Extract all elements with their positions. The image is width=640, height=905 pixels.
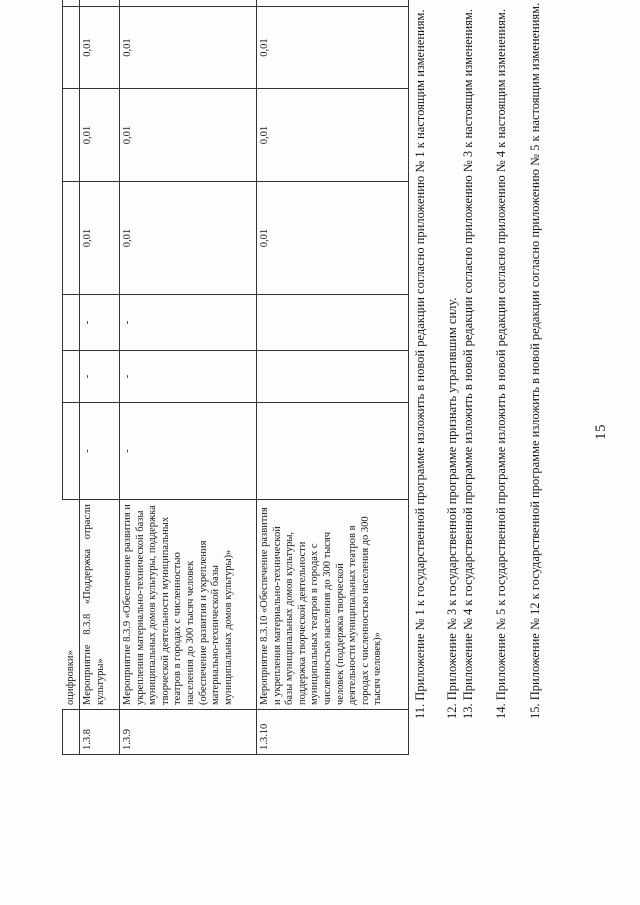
paragraph-11: 11. Приложение № 1 к государственной программе изложить в новой редакции согласно приложению № 1 к настоящим изменениям. <box>413 9 427 719</box>
row-title: Мероприятие 8.3.9 «Обеспечение развития и укрепления материально-технической базы муниципальных домов культуры, поддержка творческой деятельности муниципальных театров в городах с численностью населения до 300 тысяч человек (обеспечение развития и укрепления материально-технической базы муниципальных домов культуры)» <box>120 500 257 710</box>
paragraph-14: 14. Приложение № 5 к государственной программе изложить в новой редакции согласно приложению № 4 к настоящим изменениям. <box>494 9 508 719</box>
row-title: Мероприятие 8.3.8 «Поддержка отрасли культуры» <box>80 500 120 710</box>
row-value: - <box>80 295 120 351</box>
paragraph-12: 12. Приложение № 3 к государственной программе признать утратившим силу. <box>445 297 459 719</box>
table-cell-continuation: оцифровки» <box>63 500 80 710</box>
row-value <box>120 0 257 7</box>
row-value <box>80 0 120 7</box>
table-cell <box>63 710 80 755</box>
table-cell <box>63 0 80 7</box>
row-value <box>257 403 409 500</box>
table-cell <box>63 403 80 500</box>
paragraph-15: 15. Приложение № 12 к государственной программе изложить в новой редакции согласно приложению № 5 к настоящим изменениям. <box>528 2 542 719</box>
table-cell <box>63 351 80 403</box>
row-value: 0,01 <box>120 7 257 89</box>
row-value: 0,01 <box>120 182 257 295</box>
row-value: 0,01 <box>257 182 409 295</box>
program-table <box>62 0 409 755</box>
row-value: 0,01 <box>80 89 120 182</box>
row-value <box>257 351 409 403</box>
paragraph-13: 13. Приложение № 4 к государственной программе изложить в новой редакции согласно приложению № 3 к настоящим изменениям. <box>461 9 475 719</box>
row-code: 1.3.9 <box>120 710 257 755</box>
row-value: - <box>120 351 257 403</box>
table-cell <box>63 182 80 295</box>
table-row <box>120 0 257 755</box>
table-cell <box>63 295 80 351</box>
row-value: 0,01 <box>80 182 120 295</box>
table-row <box>257 0 409 755</box>
row-value <box>257 0 409 7</box>
row-value: 0,01 <box>80 7 120 89</box>
row-value: - <box>80 403 120 500</box>
row-code: 1.3.10 <box>257 710 409 755</box>
row-value: - <box>80 351 120 403</box>
row-value: 0,01 <box>120 89 257 182</box>
row-code: 1.3.8 <box>80 710 120 755</box>
row-title: Мероприятие 8.3.10 «Обеспечение развития и укрепления материально-технической базы муниципальных домов культуры, поддержка творческой деятельности муниципальных театров в городах с численностью населения до 300 тысяч человек (поддержка творческой деятельности муниципальных театров в городах с численностью населения до 300 тысяч человек)» <box>257 500 409 710</box>
row-value: - <box>120 295 257 351</box>
table-row-continuation <box>63 0 80 755</box>
row-value: - <box>120 403 257 500</box>
page-number: 15 <box>593 424 609 440</box>
row-value: 0,01 <box>257 89 409 182</box>
table-row <box>80 0 120 755</box>
table-cell <box>63 89 80 182</box>
table-cell <box>63 7 80 89</box>
row-value: 0,01 <box>257 7 409 89</box>
row-value <box>257 295 409 351</box>
